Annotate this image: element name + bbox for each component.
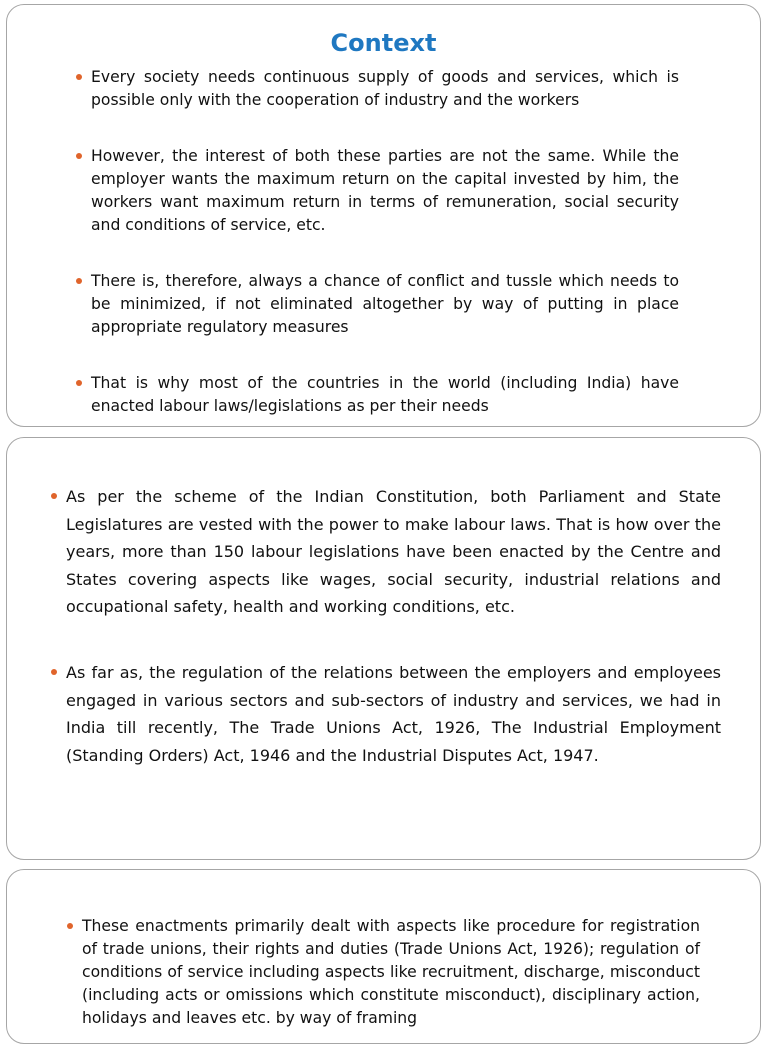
slide-context [6, 4, 761, 427]
bullet-icon [76, 380, 82, 386]
bullet-list [66, 483, 721, 807]
list-item [91, 145, 679, 237]
slide-enactments [6, 869, 761, 1044]
list-item [82, 915, 700, 1030]
list-item [91, 270, 679, 339]
bullet-text: However, the interest of both these parties are not the same. While the employer wants the maximum return on the capital invested by him, the workers want maximum return in terms of remuneration, social security and conditions of service, etc. [91, 147, 679, 234]
bullet-text: These enactments primarily dealt with aspects like procedure for registration of trade unions, their rights and duties (Trade Unions Act, 1926); regulation of conditions of service including aspects like recruitment, discharge, misconduct (including acts or omissions which constitute misconduct), disciplinary action, holidays and leaves etc. by way of framing [82, 917, 700, 1027]
bullet-text: There is, therefore, always a chance of conflict and tussle which needs to be minimized, if not eliminated altogether by way of putting in place appropriate regulatory measures [91, 272, 679, 336]
bullet-text: As per the scheme of the Indian Constitution, both Parliament and State Legislatures are vested with the power to make labour laws. That is how over the years, more than 150 labour legislations have been enacted by the Centre and States covering aspects like wages, social security, industrial relations and occupational safety, health and working conditions, etc. [66, 487, 721, 617]
slide-title: Context [330, 29, 437, 57]
bullet-icon [51, 669, 57, 675]
list-item [91, 66, 679, 112]
bullet-icon [76, 74, 82, 80]
bullet-icon [76, 153, 82, 159]
slide-constitution [6, 437, 761, 860]
list-item [66, 659, 721, 769]
bullet-text: Every society needs continuous supply of goods and services, which is possible only with the cooperation of industry and the workers [91, 68, 679, 109]
bullet-icon [67, 923, 73, 929]
list-item [66, 483, 721, 621]
bullet-icon [51, 493, 57, 499]
list-item [91, 372, 679, 418]
bullet-list [91, 66, 679, 418]
bullet-icon [76, 278, 82, 284]
bullet-text: As far as, the regulation of the relations between the employers and employees engaged in various sectors and sub-sectors of industry and services, we had in India till recently, The Trade Unions Act, 1926, The Industrial Employment (Standing Orders) Act, 1946 and the Industrial Disputes Act, 1947. [66, 662, 721, 765]
bullet-list [82, 915, 700, 1030]
bullet-text: That is why most of the countries in the world (including India) have enacted labour laws/legislations as per their needs [91, 374, 679, 415]
